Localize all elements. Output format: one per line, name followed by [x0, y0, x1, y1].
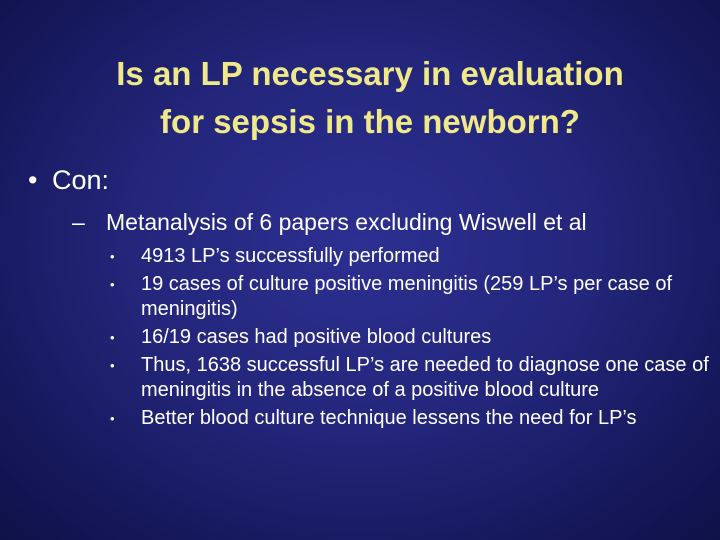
bullet-icon: •	[110, 358, 115, 373]
finding-item	[110, 325, 710, 350]
finding-text: 4913 LP’s successfully performed	[141, 245, 440, 267]
bullet-icon: •	[110, 411, 115, 426]
finding-item	[110, 353, 710, 403]
finding-item	[110, 244, 710, 269]
slide-title-line-2: for sepsis in the newborn?	[160, 103, 580, 140]
metanalysis-label: Metanalysis of 6 papers excluding Wiswell et al	[106, 209, 587, 235]
finding-text: Thus, 1638 successful LP’s are needed to diagnose one case of meningitis in the absence of a positive blood culture	[141, 354, 709, 401]
finding-item	[110, 406, 710, 431]
slide-title	[40, 50, 700, 146]
finding-text: 16/19 cases had positive blood cultures	[141, 326, 492, 348]
con-label: Con:	[52, 165, 110, 195]
con-heading	[28, 160, 109, 200]
bullet-icon: •	[28, 165, 38, 195]
metanalysis-subheading	[72, 204, 712, 240]
bullet-icon: •	[110, 249, 115, 264]
bullet-icon: •	[110, 277, 115, 292]
slide-title-line-1: Is an LP necessary in evaluation	[116, 55, 624, 92]
finding-text: 19 cases of culture positive meningitis (259 LP’s per case of meningitis)	[141, 273, 673, 320]
finding-text: Better blood culture technique lessens the need for LP’s	[141, 407, 637, 429]
bullet-icon: •	[110, 330, 115, 345]
finding-item	[110, 272, 710, 322]
finding-list	[110, 244, 710, 434]
dash-icon: –	[72, 209, 85, 235]
